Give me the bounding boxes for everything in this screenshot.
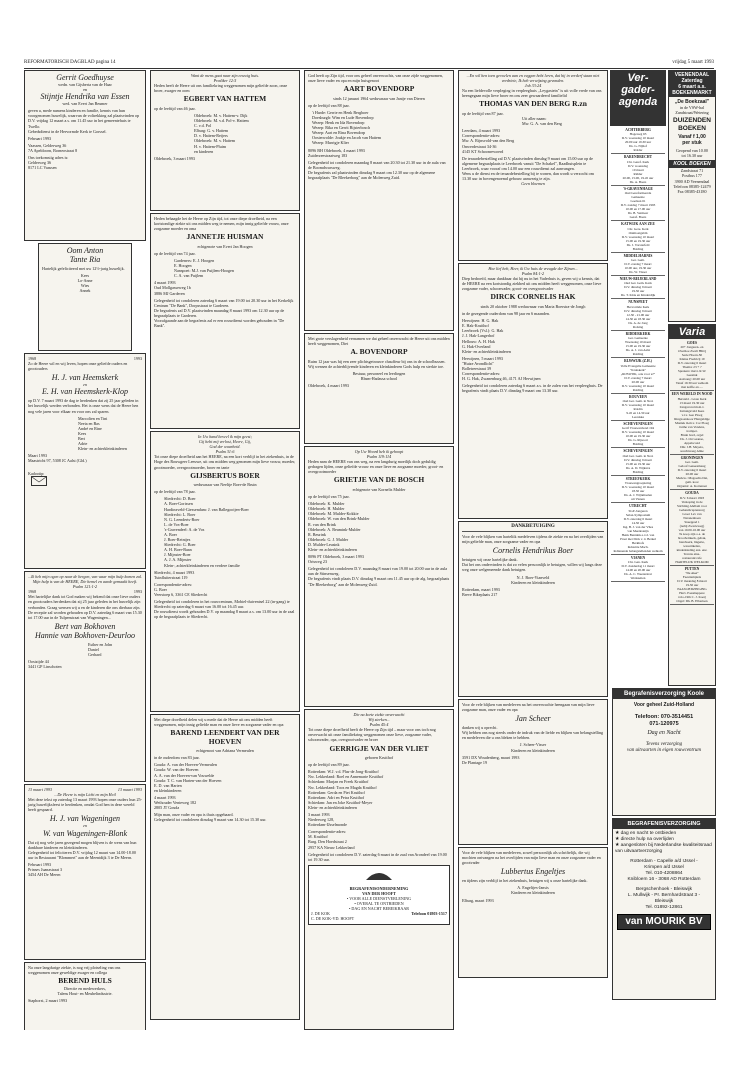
- gift-tip-label: Kadootip:: [28, 470, 45, 476]
- agenda-entry-text: Oud Ger. Gem. in Ned. D.V. dinsdag 9 maart 15.00 en 19.30 uur Ds. A. D. Wijkstra Bolding: [622, 453, 654, 474]
- notice-intro: Diep bedroefd, maar dankbaar dat hij nu in het Vaderhuis is, geven wij u kennis, dat de HEERE na een kortstondig ziekbed uit ons midden heeft weggenomen, onze lieve zorgzame vader, schoonvader, groot- en overgrootvader: [462, 276, 602, 292]
- notice-subtitle: sinds 12 januari 1964 weduwnaar van Jantje van Dieren: [333, 95, 425, 101]
- notice-subtitle: weduwnaar van Neeltje Boer-de Bruin: [193, 482, 257, 488]
- notice-name: DIRCK CORNELIS HAK: [490, 292, 576, 302]
- mourik-title: BEGRAFENISVERZORGING: [613, 819, 715, 829]
- agenda-entry-place: 'S-GRAVENHAGE: [623, 186, 653, 191]
- notice-children: Esther en John Daniel Gerhard: [88, 641, 113, 658]
- notice-intro: Heden nam de HEERE van ons weg, na een langdurig moeilijk doch geduldig gedragen lijden, onze geliefde vrouw en onze lieve en zorgzame moeder, groot- en overgrootmoeder: [308, 459, 444, 475]
- notice-date: 4 maart 1993 Oud Mollgasseweg 1b 3886 MJ Garderen: [154, 280, 191, 296]
- varia-entry: [670, 490, 714, 565]
- agenda-entry-place: NUNSPEET: [628, 300, 648, 305]
- koole-subtitle: Voor geheel Zuid-Holland: [633, 702, 695, 708]
- boekenmarkt-price: Vanaf f 1,00 per stuk: [678, 134, 706, 147]
- notice-quote: Want de mens gaat naar zijn eeuwig huis. Prediker 12:5: [190, 73, 260, 84]
- notice-body: op D.V. 7 maart 1993 de dag te herdenken dat zij 25 jaar geleden in het huwelijk werden verbonden. Het is onze wens dat de Heere hen nog vele jaren voor elkaar en voor ons zal sparen.: [28, 398, 139, 414]
- anniversary-notice-2: [24, 571, 146, 782]
- varia-entry-place: GOUDA: [685, 491, 699, 496]
- notice-address: Vaassen, Gelderweg 36 7A Apeldoorn, Borneostraat 8: [28, 142, 78, 153]
- column-2: [150, 70, 300, 1030]
- agenda-entry-text: Gerif Vrouwenbond 194 D.V. woensdag 10 maart 10.00 en 19.30 uur Ds. G. Rijsoort Bolding: [621, 426, 655, 447]
- notice-name: JANNETJE HUISMAN: [186, 232, 264, 242]
- notice-signatories: N. J. Boer-Vianveld Kinderen en kleinkinderen: [511, 574, 555, 585]
- notice-name: Jan Scheer: [515, 714, 551, 724]
- notice-date: Sliedrecht, 4 maart 1993 Tuinfluiterstraat 119: [154, 569, 195, 580]
- boekenmarkt-line-3: 6 maart a.s.: [678, 84, 706, 90]
- notice-intro: Met deze tekst op zaterdag 13 maart 1993 hopen onze ouders hun 25-jarig huwelijksfeest te herdenken, omdat God hen in deze wereld heeft gespaard.: [28, 797, 142, 813]
- notice-age: op de leeftijd van 89 jaar.: [308, 762, 350, 768]
- notice-intro: Zo de Heere wil en wij leven, hopen onze geliefde ouders en grootouders: [28, 361, 128, 372]
- notice-subtitle: echtgenote van Evert Jan Hoogen: [197, 243, 253, 249]
- agenda-entry: [611, 421, 665, 448]
- koole-tagline: Dag en Nacht: [647, 730, 681, 736]
- agenda-entry-text: SGP-Jongeren Salon-Symposium D.V. zaterdag 6 maart 14.30 uur Ing. B. J. van der Vlies van Meentsteijn Henk Bennink e.v.d. van Praat met Dick v. d. Berkel Berkhofs Industrie Mach. Indienende belangstellenden welkom: [613, 508, 663, 553]
- varia-entry-text: Ger. Gem. Geloof Geneesmeug D.V. zaterdag 6 maart 20.00 uur Medew.: Magoedia Dei, gem. koor Organist: A. Kortenaar: [676, 460, 708, 489]
- varia-title: Varia: [669, 325, 715, 339]
- notice-quote: ...En wil hen toen gevoelen aan en veggen hebt leren, dat hij in verderf staan niet verdriete, Ik heb verwijzing gevonden. Job 33:24: [466, 73, 600, 89]
- agenda-entry-place: NIEUW-BEIJERLAND: [619, 277, 657, 282]
- notice-date: Maart 1993 Maastricht 97, 5308 JC Aalst (Gld.): [28, 453, 87, 464]
- notice-subtitle: echtgenoot van Adriana Vermeulen: [196, 748, 254, 754]
- notice-intro: Heden behaagde het de Heere op Zijn tijd, tot onze diepe droefheid, na een kortstondige ziekte uit ons midden weg te nemen, mijn innig geliefde vrouw, onze zorgzame moeder en oma: [154, 216, 289, 232]
- agenda-entry-place: SCHEVENINGEN: [623, 449, 653, 454]
- agenda-entry-text: Chr. Gere. Kerk Ontmoetgebm D.V. woensdag 10 maart 15.00 en 19.30 uur Ds. J. Vorsterfeld Bolding: [621, 226, 655, 251]
- notice-date: Oldebroek, 3 maart 1993: [154, 155, 195, 161]
- funeral-home-footer: [311, 911, 447, 921]
- notice-title: DANKBETUIGING: [511, 524, 555, 529]
- notice-name-1: Gerrit Goedhuyse: [56, 73, 114, 82]
- notice-family: Uit aller naam: Mw. G. A. van den Berg: [522, 116, 562, 127]
- notice-subtitle: geboren Kruithof: [364, 755, 394, 761]
- agenda-entry-place: MIDDELHARNIS: [623, 253, 653, 258]
- notice-body: De teraardebestelling zal D.V. plaatsvinden dinsdag 9 maart om 15.00 uur op de algemene begraafplaats te Leerbroek vanuit "De Schakel", Raadhuisplein te Leerbroek, waar vooraf om 14.00 uur een rouwdienst zal aanvangen. Wens u de dienst en de teraardebestelling bij te wonen, dan wordt u verzocht om 13.30 uur in bovengenoemd gebouw aanwezig te zijn.: [462, 155, 594, 182]
- notice-en: en: [83, 382, 87, 388]
- notice-quote: ...De Heere is mijn Licht en mijn Heil: [54, 792, 116, 798]
- varia-entry-place: EEN WERELD IN NOOD: [671, 392, 713, 397]
- notice-en: en: [83, 823, 87, 829]
- notice-age: op de leeftijd van 87 jaar.: [462, 110, 504, 116]
- obituary-van-den-berg: [458, 70, 608, 261]
- funeral-home-name: BEGRAFENISONDERNEMING VAN DER HOOFT: [349, 885, 409, 896]
- agenda-entry: [611, 331, 665, 358]
- notice-body: Dat zij nog vele jaren gezegend mogen blijven is de wens van hun dankbare kinderen en kleinkinderen.: [28, 839, 137, 850]
- varia-entry-text: D.V. 6 maart 1993 Verkoping in de Stichting Ahdlam voor Gehandicaptenzorg Groot Lev van Naranenhoen Sneeppad 1 (nabij Zwarteweg) van 10.00-16.00 uur Te koop zijn o.a. de broodwinkels, gebak, handwerk, lingerie, wasartikelen, kinderkleding enz. enz. Tevens eine- restaurant/cafe HARTELIJK WELKOM: [675, 495, 709, 564]
- agenda-entry-text: Oud Gereformeerde Gemeente Goelaan 61 D.V. zondag 7 maart 1993 10.00 en 17.00 uur Ds. B. Vermeer Geref. Baars: [620, 191, 656, 220]
- notice-body: Hartelijk gefeliciteerd met uw 12½-jarig huwelijk.: [42, 266, 125, 271]
- notice-family: Sliedrecht: D. Boer A. Boer-Gorissen Hardinxveld-Giessendam: J. van Ballegooijen-Boer Sliedrecht: L. Boer N. G. Leenderts-Boer L. de Vos-Boer 's-Gravendeel: A. de Vos A. Boer J. Boer-Reintjes Sliedrecht: G. Boer A. H. Boer-Baan J. Mijnster-Boer A. J. A. Mijnster Klein-, achterkleinkinderen en verdere familie: [164, 496, 249, 568]
- notice-quote: ...Ik heb mijn ogen op naar de bergen, van waar mijn hulp komen zal. Mijn hulp is van de HEERE, Die hemel en aarde gemaakt heeft. Psalm 121:1-2: [28, 574, 143, 590]
- notice-name-2: E. H. van Heemskerk-Klop: [42, 387, 128, 397]
- funeral-home-services: • VOOR ALLE DIENSTVERLENING • OVERAL TE ONTBIEDEN • DAG EN NACHT BEREIKBAAR: [346, 896, 412, 912]
- agenda-entry-text: Vrouwengroepkring D.V. woensdag 10 maart 18.30 uur Ds. A. J. Wijnmaalen uit Vianen: [621, 481, 655, 502]
- obituary-van-der-hoeven: [150, 714, 300, 1020]
- obituary-boer: [150, 431, 300, 712]
- notice-body-2: Gebedsdienst in de Hervormde Kerk te Gorssel.: [28, 128, 107, 134]
- agenda-logo-line-2: gader-: [621, 84, 655, 96]
- column-1: [24, 70, 146, 1030]
- notice-name: THOMAS VAN DEN BERG R.zn: [479, 99, 587, 109]
- boekenmarkt-headline: DUIZENDEN BOEKEN: [673, 117, 711, 132]
- varia-list: [669, 339, 715, 606]
- notice-body-2: betuigen wij onze hartelijke dank. Dat het ons ondervinden is dat zo velen persoonlijk te betuigen, willen wij langs deze weg onze welgemeende dank betuigen.: [462, 557, 602, 573]
- agenda-entry: [611, 154, 665, 185]
- boekenmarkt-subtitle: „De Boekzaal": [674, 99, 710, 105]
- agenda-entry: [611, 555, 665, 582]
- notice-date: 3 maart 1993 Niederweg 128, Rotterdam-IJsselmonde: [308, 812, 347, 828]
- agenda-entry: [611, 299, 665, 330]
- notice-signatories: Directie en medewerkers, Talens Hout- en Meubelindustrie.: [57, 985, 113, 996]
- boekenmarkt-line-1: VEENENDAAL: [674, 72, 710, 78]
- notice-date: Februari 1993: [28, 135, 52, 141]
- notice-name: BEREND HULS: [58, 976, 112, 986]
- mourik-brand: van MOURIK BV: [617, 914, 711, 930]
- varia-entry: [670, 391, 714, 454]
- notice-name-1: H. J. van Heemskerk: [51, 373, 119, 383]
- notice-body: Voor de vele blijken van medeleven na het onverwachte heengaan van mijn lieve zorgzame man, onze vader en opa: [462, 702, 595, 713]
- varia-entry-text: "De Aker" Feesttempleis D.V. maandag 8 maart 19.30 uur PAASLIEDZINGING Herv. Paasmeppere volo-19th C. J. Koerj Orgel: Dh. B. Elbertsen: [676, 571, 708, 604]
- boekenmarkt-ad: [668, 70, 716, 322]
- boekenmarkt-location: in de VSW-hal Zandstraat/Wetering: [675, 105, 709, 116]
- notice-quote: Op Uw Woord heb ik gehoopt Psalm 119:114: [354, 449, 404, 460]
- agenda-entry-place: BARENDRECHT: [624, 155, 652, 160]
- notice-body: Na onze langdurige ziekte, is nog vrij plotseling van ons weggenomen onze geweldige zwager en collega: [28, 965, 121, 976]
- notice-signatories: Bestuur, personeel en leerlingen Rbsm-Hadassa school: [352, 370, 406, 381]
- notice-intro: Tot onze diepe droefheid heeft de Heere op Zijn tijd – maar voor ons toch nog onverwacht uit onze familiekring weggenomen onze lieve, zorgzame vader, schoonvader, opa, overgrootvader en broer: [308, 727, 436, 743]
- agenda-list: [610, 126, 666, 583]
- date-end: 13 maart 1993: [117, 787, 142, 792]
- anniversary-notice-3: [24, 784, 146, 960]
- notice-name-2: W. van Wageningen-Blonk: [42, 828, 128, 838]
- koole-ad: [612, 688, 716, 816]
- envelope-icon: [31, 476, 47, 486]
- notice-family: Gouda: A. van der Hoeven-Vermeulen Gouda: W. van der Hoeven A. A. van der Hoeven-van Vouwelde Gouda: T. C. van Harten-van der Hoeven E. D. van Harten en kleinkinderen: [154, 762, 222, 793]
- agenda-entry-place: UTRECHT: [629, 504, 647, 509]
- notice-age: op de leeftijd van 74 jaar.: [154, 250, 196, 256]
- varia-section: [668, 324, 716, 686]
- notice-body: geven u, mede namens kinderen en familie, kennis van hun voorgenomen huwelijk, waarvan de voltrekking zal plaatsvinden op D.V. vrijdag 12 maart a.s. om 11.45 uur in het gemeentehuis te Twello.: [28, 108, 140, 129]
- notice-name: AART BOVENDORP: [343, 84, 415, 94]
- notice-age: op de leeftijd van 75 jaar.: [308, 494, 350, 500]
- boekenmarkt-line-2: Zaterdag: [681, 78, 703, 84]
- notice-intro: Heden heeft de Heere uit ons familiekring weggenomen mijn geliefde zoon, onze broer, zwager en oom: [154, 83, 288, 94]
- notice-family: Oldebroek: K. Mulder Oldebroek: H. Mulder Oldebroek: M. Mulder-Kokkie Oldebroek: W. van den Brink-Mulder R. van den Brink Oldebroek: A. Beumink-Mulder R. Beurink Oldebroek: G. J. Mulder D. Mulder-Leusink Klein- en achterkleinkinderen: [308, 501, 370, 552]
- varia-entry: [670, 455, 714, 490]
- notice-body: Gelegenheid tot condoleren zaterdag 6 maart a.s. in de zalen van het verpleeghuis. De begrafenis vindt plaats D.V. dinsdag 9 maart om 13.30 uur.: [462, 383, 603, 394]
- agenda-entry: [611, 253, 665, 276]
- notice-date: Herwijnen, 5 maart 1993 "Huize Avondlicht" Bolletreestraat 39 Correspondentie-adres: H. G. Hak, Zwanenburg 46, 4171 AJ Herwijnen: [462, 355, 541, 382]
- varia-entry-place: GOES: [687, 341, 697, 345]
- divider: [462, 531, 604, 532]
- notice-address-2: Ons toekomstig adres is: Gelderweg 36 8171 LC Vaassen: [28, 155, 69, 171]
- agenda-entry-text: Volle Evangelie Gemeente "Kruiskerk" „RIJSWIJK, ook voor u?" D.V. zondag 7 maart 20.00 uur D.V. woensdag 10 maart Rolding: [620, 363, 656, 392]
- notice-sign: Geen bloemen: [521, 181, 545, 187]
- agenda-entry: [611, 358, 665, 393]
- mourning-notice: [24, 962, 146, 1030]
- notice-name-2: Hannie van Bokhoven-Deurloo: [35, 630, 135, 640]
- mourik-address-1: Rotterdam - Capelle a/d IJssel - Krimpen a/d IJssel Tel. 010-4208864 Knibloem 16 - 3068 AD Rotterdam: [627, 859, 701, 882]
- notice-family: Rotterdam: W.J. v.d. Plas-de Jong-Kruithof Nw. Lekkerland: Roel en Annemarie Kruithof Schiedam: Marjan en Freek Kruithof Nw. Lekkerland: Toos en Magda Kruithof Rotterdam: Gerda en Piet Kruithof Rotterdam: Adri en Petra Kruithof Schiedam: Jan en Joke Kruithof-Meyer Klein- en achterkleinkinderen: [308, 769, 384, 810]
- agenda-entry-place: VIANEN: [630, 555, 646, 560]
- varia-entry-text: Hersteld - Grote Kerk 13 maart 19.30 uur Zangavond m.m.v. Zeitungsvald Kees v.i.v. Gee Ploeg Ringzoetskoor Hiergeldige Muziek m.m.v. Cor Ploeg Jarihe van Vondeta, trompet. Bruin bord, orgel Ds. J. Ovcoaanse, Appelscond Dhr. J.H. Mayeta, souchtwaag Aline: [674, 396, 710, 453]
- thanks-notice-engeltjes: [458, 847, 608, 978]
- thanks-notice-boer: [458, 521, 608, 697]
- agenda-entry: [611, 276, 665, 299]
- agenda-entry-text: Chr. Geref. Kerk D.V. woensdag 10 maart Ridder 20.00, 15.00, 19.45 uur Ds. A. Baars: [622, 159, 654, 184]
- notice-date: 3591 DX Woudenberg, maart 1993 De Plantage 19: [462, 754, 520, 765]
- mourik-bullets: ★ dag en nacht te ontbieden ★ directe hulp na overlijden ★ aangesloten bij Nederlandse kwaliteitsraad van uitvaartverzorging: [615, 831, 712, 854]
- notice-en: en: [83, 87, 87, 93]
- notice-date: 8096 PT Oldebroek, 3 maart 1993 Orisweg 23: [308, 554, 364, 565]
- agenda-entry-text: Chr. Gen. Kerk D.V. donderdag 11 maart 14.00 en 20.00 uur Ds. A. C. Weeterstrat Werkzetten: [621, 560, 655, 581]
- notice-body: Ruim 12 jaar was hij een zeer plichtsgetrouwe chauffeur bij ons in de schoolbussen. Wij wensen de achterblijvende kinderen en kleinkinderen Gods hulp en sterkte toe.: [308, 358, 446, 369]
- obituary-bovendorp: [304, 70, 454, 331]
- notice-date: Staphorst, 2 maart 1993: [28, 997, 68, 1003]
- notice-intro: Tot onze diepe droefheid aan het HEERE, na een kort verblijf in het ziekenhuis, in de Hoge des Rouwgeer Leeuwe, uit ons midden weg genomen mijn lieve vrouw, moeder, grootmoeder, overgrootmoeder, broer en tante: [154, 454, 296, 470]
- year-end: 1993: [133, 356, 142, 361]
- column-4: [458, 70, 608, 1030]
- column-3: [304, 70, 454, 1030]
- varia-entry: [670, 566, 714, 605]
- obituary-van-der-vliet: [304, 709, 454, 1030]
- agenda-entry-place: KATWIJK AAN ZEE: [621, 222, 655, 227]
- notice-body: Gelegenheid tot condoleren in het rouwcentrum, Mobiel-duiventsel 22 (in-gang) te Sliedrecht op zaterdag 6 maart van 16.00 tot 16.45 uur. De rouwdienst wordt gehouden D.V. op maandag 8 maart a.s. om 13.00 uur in de zaal op de begraafplaats te Sliedrecht.: [154, 599, 295, 620]
- date-start: 13 maart 1993: [28, 787, 53, 792]
- agenda-entry: [611, 394, 665, 421]
- header-right: vrijdag 5 maart 1993: [672, 60, 714, 65]
- agenda-entry-text: Oud Ger. Gem. in Ned. D.V. woensdag 10 maart Roidin 9.45 en 14.30 uur Leoniske: [621, 399, 655, 420]
- notice-subtitle: sinds 20 oktober 1988 weduwnaar van Maria Boerstra-de Jongh: [480, 303, 586, 309]
- notice-family: Herwijnen: H. G. Hak E. Hak-Kruithof Leerbroek (Vsl.): G. Hak J. J. Hak-Langerhof Hellouw: A. H. Hak G. Hak-Overland Klein- en achterkleinkinderen: [462, 318, 511, 354]
- thanks-notice-scheer: [458, 699, 608, 845]
- boekenmarkt-address: Zandstraat 71 Postbus 177 3900 AD Veenendaal Telefoon 08385-12479 Fax 08385-43180: [673, 168, 711, 194]
- agenda-logo-line-1: Ver-: [627, 72, 649, 84]
- notice-relation-1: wedn. van Gijsberta van de Haar: [58, 82, 112, 87]
- agenda-entry-place: STREEFKERK: [625, 476, 651, 481]
- obituary-van-hattem: [150, 70, 300, 211]
- agenda-entry-place: ACHTERBERG: [625, 128, 651, 132]
- notice-body: Voor de vele blijken van harteliik medeleven tijdens de ziekte en na het overlijden van mijn geliefde man, onze zorgzame vader en opa: [462, 534, 604, 545]
- funeral-home-ad: [308, 865, 450, 925]
- notice-family: 't Harde: Gerrie en Henk Bergboer Doesburgh: Wim en Lude Bovendorp Wezep: Henk en Ida Bovendorp Wezep: Rika en Gerrit Bijsterbosch Wezep: Aart en Rina Bovendorp Oosterwolde: Joukje en Jacob van Hattem Wezep: Marrigje Klier: [312, 109, 382, 146]
- notice-name-1: H. J. van Wageningen: [49, 814, 121, 824]
- agenda-entry: [611, 448, 665, 475]
- varia-entry-place: PUTTEN: [684, 566, 700, 571]
- notice-subtitle: echtgenote van Kornelis Mulder: [352, 486, 406, 492]
- notice-body: Mijn man, onze vader en opa is thuis opgebaard. Gelegenheid tot condoleren dinsdag 9 maart van 14.30 tot 15.30 uur.: [154, 812, 267, 823]
- boekenmarkt-header: [669, 71, 715, 97]
- notice-quote: In Uw hand beveel ik mijn geest; Gij hebt mij verlost, Heere, Gij, God der waarheid. Psalm 31:6: [198, 434, 252, 455]
- notice-footer: [28, 466, 142, 486]
- header-left: REFORMATORISCH DAGBLAD pagina 14: [24, 60, 116, 65]
- notice-address: Correspondentie-adres: G. Boer Veerstoep 6, 3361 CE Sliedrecht: [154, 581, 208, 598]
- funeral-home-phone: Telefoon 01803-1517: [411, 911, 447, 917]
- notice-body-2: en tijdens zijn verblijf in het ziekenhuis, betuigen wij u onze hartelijke dank.: [462, 878, 588, 884]
- notice-address: Correspondentie-adres: M. Kruithof Burg. Den Hoedstraat 2 2957 KA Nieuw Lekkerland: [308, 829, 355, 850]
- notice-age: op de leeftijd van 46 jaar.: [154, 105, 196, 111]
- year-end: 1993: [133, 589, 142, 595]
- agenda-entry: [611, 221, 665, 252]
- koole-title: Begrafenisverzorging Koole: [613, 689, 715, 699]
- congratulation-notice: [38, 243, 132, 351]
- notice-quote: God heeft op Zijn tijd, voor ons geheel onverwachts, van onze zijde weggenomen, onze lieve vader en opa en mijn huisgenoot: [308, 73, 443, 84]
- notice-name-1: Bert van Bokhoven: [54, 621, 116, 631]
- notice-body: Voor de vele blijken van medeleven, zowel persoonlijk als schriftelijk, die wij mochten ontvangen na het overlijden van mijn lieve man en onze zorgzame vader en grootvader: [462, 850, 601, 866]
- notice-name: GERRIGJE VAN DER VLIET: [329, 743, 429, 753]
- notice-quote: Hoe lief heb, Heer, ik Uw huis de vreugde der Zijnen... Psalm 84:1-2: [488, 266, 578, 277]
- notice-signatories: J. Scheer-Visser Kinderen en kleinkinderen: [511, 742, 555, 753]
- notice-date: Rotterdam, maart 1993 Breve Bikeplaats 217: [462, 586, 500, 597]
- koole-phone: Telefoon: 070-3514451 071-120975: [634, 714, 694, 727]
- agenda-entry: [611, 476, 665, 503]
- notice-body: Met hartelijke dank tot God maken wij bekend dat onze lieve ouders en grootouders herdenken dat zij 25 jaar geleden in het huwelijk zijn verbonden. Graag wensen wij u en de kinderen die ons dierbaar zijn. De receptie zal worden gehouden op D.V. zaterdag 6 maart van 15.30 tot 17.00 uur in de Tulpenstraat van Wageningen...: [28, 594, 142, 620]
- agenda-entry: [611, 127, 665, 154]
- funeral-home-logo-icon: [311, 868, 447, 886]
- page-header: [24, 58, 714, 69]
- varia-entry-text: 20+ Jongeren- en Overhoe Zwelt HKQ Serie Hoorn-Nl Kleine Fredricij 19 D.V. zaterdag 6 maart Thema: 23 + ? Sprekers: mevr. R.W. Geesink Aanvang: 20.00 uur Vanaf 19.30 uur welkom met koffie en ....: [675, 345, 709, 390]
- notice-quote: Die na korte ziekte onverwacht Wij sterken... Psalm 45:4: [353, 712, 405, 728]
- year-start: 1968: [28, 356, 37, 361]
- varia-entry-place: GRONINGEN: [680, 455, 704, 460]
- agenda-logo: [610, 70, 666, 126]
- agenda-entry-place: SCHEVENINGEN: [623, 422, 653, 427]
- notice-address: Oostzijde 44 3441 GP Linschoten: [28, 659, 62, 670]
- mourik-address-2: Bergschenhoek - Bleiswijk L. Mullwijk - Pr. Bernhardstraat 3 - Bleiswijk Tel. 01892-12861: [627, 887, 701, 910]
- notice-body-2: Gelegenheid tot feliciteren D.V. vrijdag 12 maart van 14.00-18.00 uur in Restaurant "Blommert" aan de Meentdijk 3 te De Meern.: [28, 849, 136, 860]
- notice-body: Gelegenheid tot condoleren zaterdag 6 maart van 19.00 tot 20.30 uur in het Kerkelijk Centrum "De Bank", Dorpsstraat te Garderen. De begrafenis zal D.V. plaatsvinden maandag 8 maart 1993 om 12.30 uur op de begraafplaats te Garderen. Voorafgaande aan de begrafenis zal er een rouwdienst worden gehouden in "De Bank".: [154, 297, 294, 329]
- agenda-entry: [611, 503, 665, 554]
- agenda-entry-place: ROUVEEN: [629, 394, 647, 399]
- obituary-van-de-bosch: [304, 446, 454, 707]
- notice-name: EGBERT VAN HATTEM: [183, 94, 267, 104]
- koole-extra: Tevens verzorging van uitvaarten in eigen rouwcentrum: [627, 742, 701, 753]
- notice-date: 8096 BH Oldebroek, 4 maart 1993 Zuiderzeestraatweg 183: [308, 147, 365, 158]
- anniversary-notice: [24, 353, 146, 569]
- notice-date: Februari 1993 Prinses Juanastraat 3 3454 AH De Meern: [28, 861, 63, 878]
- agenda-entry-text: Hogeweg 63 D.V. woensdag 10 maart 20.00 uur 19.30 uur Ds. G. Nijhof Roldar: [621, 132, 655, 153]
- notice-name: GRIETJE VAN DE BOSCH: [333, 475, 425, 485]
- obituary-huisman: [150, 213, 300, 429]
- funeral-home-owners: J. DE KOK C. DE KOK-VD. HOOFT: [311, 911, 355, 922]
- agenda-entry: [611, 186, 665, 221]
- agenda-entry-text: Oud Ger. Gem. Kerk D.V. dinsdag 9 maart 19.30 uur Ds. T. Klok en Kinderdijk: [620, 281, 656, 298]
- notice-intro: Met grote verslagenheid vernamen we dat geheel onverwacht de Heere uit ons midden heeft weggenomen, Diet: [308, 336, 450, 347]
- notice-intro: Na een liefdevolle verpleging in verpleeghuis ,,Leygastein" is uit volle vrede van ons heengegaan mijn lieve broer en ons zeer gewaardeerd familielid: [462, 88, 602, 99]
- boekenmarkt-shop: KOOL BOEKEN: [669, 160, 715, 168]
- notice-children: Marcolien en Tini Neeia en Bas André en Rine Kees Bert Adrie Klein- en achterkleinkinderen: [78, 415, 127, 452]
- notice-body: Gelegenheid tot condoleren D.V. maandag 8 maart van 19.00 tot 20.00 uur in de aula aan de Stinsenweg. De begrafenis vindt plaats D.V. dinsdag 9 maart om 11.45 uur op de alg. begraafplaats "De Bleekerborg" aan de Molenweg-Zuid.: [308, 566, 450, 587]
- notice-family: Gardeners: E. J. Hoogen E. Hoogen Nanspoet: M.J. van Puijlem-Hoogen C. A. van Puijlem: [174, 257, 234, 279]
- school-notice: [304, 333, 454, 444]
- notice-intro: Met diepe droefheid delen wij u mede dat de Heere uit ons midden heeft weggenomen, mijn innig geliefde man en onze lieve en zorgzame vader en opa: [154, 717, 284, 728]
- notice-signatories: Kees Lo-Anne Wies Annek: [77, 273, 93, 294]
- agenda-entry-place: RIDDERKERK: [625, 331, 651, 336]
- notice-name: GIJSBERTUS BOER: [190, 470, 260, 480]
- year-start: 1968: [28, 589, 37, 595]
- agenda-entry-text: Ger. Gem. D.V. zondag 7 maart 10.00 uur, 19.30 uur Ds. W. Visser: [624, 258, 652, 275]
- boekenmarkt-hours: Geopend van 10.00 tot 16.30 uur: [676, 148, 708, 159]
- notice-name: BAREND LEENDERT VAN DER HOEVEN: [170, 728, 280, 746]
- notice-title: Oom Anton Tante Ria: [66, 246, 104, 264]
- agenda-entry-text: Ger. Gemeente Woensdag 10 maart 15.00 en 19.30 uur Ds. A. J. van Aalst Rolding: [624, 336, 652, 357]
- notice-date: 4 maart 1993 Wethouder Venteweg 182 2805 JT Gouda: [154, 794, 197, 811]
- notice-body-2: danken wij u oprecht. Wij hebben ons nog steeds onder de indruk van de liefde en blijken van belangstelling en medeleven die u ons bleken te hebben.: [462, 725, 604, 741]
- notice-body: Gelegenheid tot condoleren D.V. zaterdag 6 maart in de zaal van Arondeel van 19.00 tot 19.30 uur.: [308, 851, 447, 862]
- engagement-notice: [24, 70, 146, 241]
- van-mourik-ad: [612, 818, 716, 1000]
- notice-date: Oldebroek, 4 maart 1993: [308, 383, 349, 389]
- notice-age: op de leeftijd van 78 jaar.: [154, 489, 196, 495]
- notice-age: in de ouderdom van 83 jaar.: [154, 755, 200, 761]
- notice-family: Oldebroek: M. v. Hattem-v. Dijk Oldebroek: M. v.d. Pol-v. Hattem C. v.d. Pol Elburg: G. v. Hattem D. v. Hattem-Reijers Oldebroek: M. v. Hattem H. v. Hattem-Pluim en kinderen: [194, 112, 249, 154]
- agenda-entry-place: RIJSWIJK (Z.H.): [624, 359, 652, 364]
- notice-signatories: A. Engeltjes-Jansis Kinderen en kleinkinderen: [511, 885, 555, 896]
- notice-name: Lubbertus Engeltjes: [500, 867, 566, 877]
- agenda-entry-text: Hervormde Kerk D.V. dinsdag 9 maart 12.30 - 21.00 uur 14.30 en 18.30 uur Ds. A. de Jong Rolsing: [624, 304, 652, 329]
- notice-body: Gelegenheid tot condoleren maandag 8 maart van 20.30 tot 21.30 uur in de aula van de Boomdwarsweg. De begrafenis zal plaatsvinden dinsdag 9 maart om 12.30 uur op de algemene begraafplaats "De Bleekerborg" aan de Molenweg Zuid.: [308, 159, 446, 180]
- notice-date: Leerdam, 4 maart 1993 Correspondentie-adres: Mw. A. Rijnsvold-van den Berg Onwerdestraat 34-36 4145 KT Schoonrewoerd: [462, 128, 515, 154]
- notice-name-2: Stijntje Hendrika van Essen: [40, 92, 130, 102]
- notice-date: Elburg, maart 1993: [462, 897, 494, 903]
- obituary-hak: [458, 263, 608, 519]
- boekenmarkt-line-4: BOEKENMARKT: [672, 90, 712, 96]
- notice-age: in de gezegende ouderdom van 98 jaar en 6 maanden.: [462, 311, 550, 317]
- notice-age: op de leeftijd van 88 jaar.: [308, 102, 350, 108]
- varia-entry: [670, 340, 714, 391]
- notice-relation-2: wed. van Evert Jan Beumer: [62, 101, 108, 107]
- notice-name: Cornelis Hendrikus Boer: [492, 546, 574, 556]
- agenda-logo-line-3: agenda: [618, 96, 658, 108]
- notice-name: A. BOVENDORP: [350, 347, 408, 357]
